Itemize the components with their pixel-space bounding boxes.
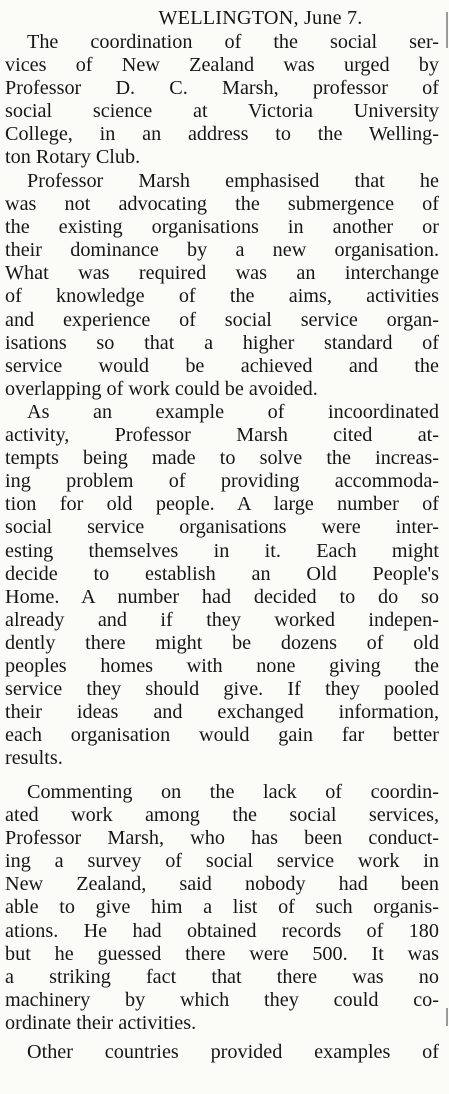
text-line: What was required was an interchange bbox=[5, 262, 439, 285]
text-line: ordinate their activities. bbox=[5, 1011, 197, 1034]
text-line: Commenting on the lack of coordin- bbox=[27, 781, 439, 803]
text-line: tempts being made to solve the increas- bbox=[5, 447, 439, 470]
text-line: overlapping of work could be avoided. bbox=[5, 377, 318, 400]
text-line: New Zealand, said nobody had been bbox=[5, 873, 439, 896]
text-line: Professor Marsh emphasised that he bbox=[27, 170, 439, 192]
text-line: but he guessed there were 500. It was bbox=[5, 942, 439, 965]
text-line: tion for old people. A large number of bbox=[5, 493, 439, 516]
text-line: The coordination of the social ser- bbox=[27, 31, 439, 53]
text-line: dently there might be dozens of old bbox=[5, 631, 439, 654]
text-line: able to give him a list of such organis- bbox=[5, 896, 439, 919]
text-line: Professor D. C. Marsh, professor of bbox=[5, 77, 439, 100]
text-line: their ideas and exchanged information, bbox=[5, 701, 439, 724]
text-line: Home. A number had decided to do so bbox=[5, 585, 439, 608]
paragraph-3 bbox=[5, 401, 439, 771]
text-line: College, in an address to the Welling- bbox=[5, 123, 439, 146]
text-line: activity, Professor Marsh cited at- bbox=[5, 424, 439, 447]
text-line: esting themselves in it. Each might bbox=[5, 539, 439, 562]
text-line: ations. He had obtained records of 180 bbox=[5, 919, 439, 942]
text-line: social science at Victoria University bbox=[5, 100, 439, 123]
text-line: ton Rotary Club. bbox=[5, 146, 141, 169]
text-line: and experience of social service organ- bbox=[5, 308, 439, 331]
text-line: of knowledge of the aims, activities bbox=[5, 285, 439, 308]
scan-edge-mark bbox=[446, 12, 448, 48]
text-line: peoples homes with none giving the bbox=[5, 655, 439, 678]
paragraph-2 bbox=[5, 170, 439, 401]
paragraph-1 bbox=[5, 31, 439, 170]
text-line: results. bbox=[5, 747, 63, 770]
text-line: decide to establish an Old People's bbox=[5, 562, 439, 585]
text-line: service they should give. If they pooled bbox=[5, 678, 439, 701]
text-line: Professor Marsh, who has been conduct- bbox=[5, 827, 439, 850]
dateline-text: WELLINGTON, June 7. bbox=[158, 7, 363, 29]
text-line: Other countries provided examples of bbox=[27, 1041, 439, 1063]
text-line: their dominance by a new organisation. bbox=[5, 239, 439, 262]
text-line: machinery by which they could co- bbox=[5, 988, 439, 1011]
text-line: service would be achieved and the bbox=[5, 354, 439, 377]
text-line: As an example of incoordinated bbox=[27, 401, 439, 423]
text-line: a striking fact that there was no bbox=[5, 965, 439, 988]
text-line: isations so that a higher standard of bbox=[5, 331, 439, 354]
text-line: social service organisations were inter- bbox=[5, 516, 439, 539]
text-line: was not advocating the submergence of bbox=[5, 193, 439, 216]
text-line: ing a survey of social service work in bbox=[5, 850, 439, 873]
text-line: ing problem of providing accommoda- bbox=[5, 470, 439, 493]
paragraph-5 bbox=[5, 1041, 439, 1064]
text-line: vices of New Zealand was urged by bbox=[5, 54, 439, 77]
scan-edge-mark bbox=[446, 1008, 448, 1026]
text-line: already and if they worked indepen- bbox=[5, 608, 439, 631]
text-line: each organisation would gain far better bbox=[5, 724, 439, 747]
text-line: the existing organisations in another or bbox=[5, 216, 439, 239]
text-line: ated work among the social services, bbox=[5, 804, 439, 827]
dateline bbox=[0, 7, 449, 30]
paragraph-4 bbox=[5, 781, 439, 1035]
